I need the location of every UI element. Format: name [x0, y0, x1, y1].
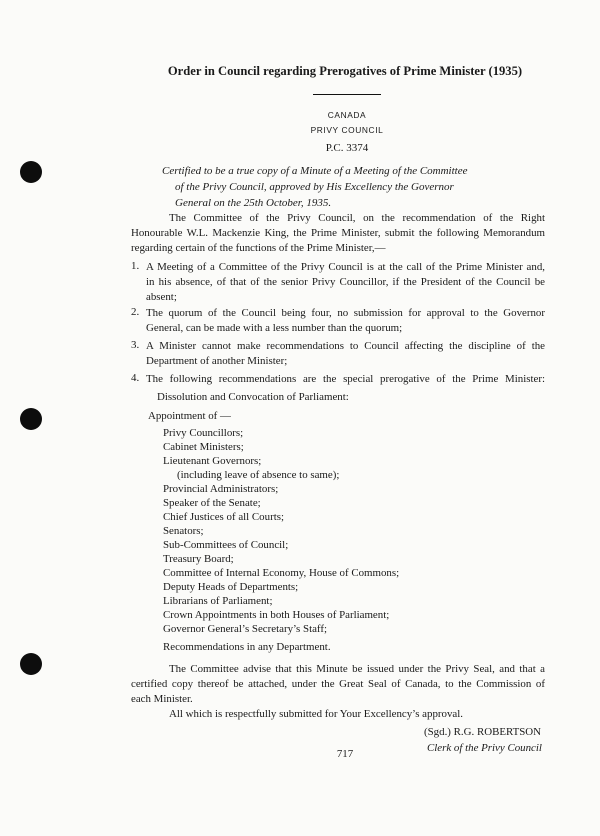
appointment-item: Privy Councillors;	[163, 427, 244, 439]
page-number: 717	[336, 748, 354, 760]
appointment-item: Committee of Internal Economy, House of Commons;	[163, 567, 400, 579]
item-4-number: 4.	[131, 372, 140, 384]
item-3-line-2: Department of another Minister;	[146, 355, 288, 367]
appointment-item: Speaker of the Senate;	[163, 497, 261, 509]
certification-line-2: of the Privy Council, approved by His Excellency the Governor	[175, 181, 454, 193]
header-council: PRIVY COUNCIL	[310, 125, 384, 135]
appointment-heading: Appointment of —	[148, 410, 231, 422]
appointment-item: Senators;	[163, 525, 204, 537]
document-title: Order in Council regarding Prerogatives of Prime Minister (1935)	[167, 64, 523, 78]
intro-line-2: Honourable W.L. Mackenzie King, the Prime Minister, submit the following Memorandum	[131, 227, 545, 239]
dissolution-line: Dissolution and Convocation of Parliament:	[157, 391, 349, 403]
item-1-line-3: absent;	[146, 291, 177, 303]
signature-role: Clerk of the Privy Council	[427, 742, 542, 754]
appointment-item: Provincial Administrators;	[163, 483, 279, 495]
signature-name: (Sgd.) R.G. ROBERTSON	[424, 726, 542, 738]
appointment-item: Governor General’s Secretary’s Staff;	[163, 623, 328, 635]
certification-line-3: General on the 25th October, 1935.	[175, 197, 332, 209]
title-rule	[313, 94, 381, 95]
header-country: CANADA	[327, 110, 367, 120]
certification-line-1: Certified to be a true copy of a Minute of a Meeting of the Committee	[162, 165, 468, 177]
intro-line-1: The Committee of the Privy Council, on the recommendation of the Right	[169, 212, 545, 224]
binder-hole-middle	[20, 408, 42, 430]
item-2-line-2: General, can be made with a less number than the quorum;	[146, 322, 403, 334]
closing-line-3: each Minister.	[131, 693, 193, 705]
appointment-item: Chief Justices of all Courts;	[163, 511, 284, 523]
recommendations-line: Recommendations in any Department.	[163, 641, 331, 653]
item-3-line-1: A Minister cannot make recommendations to Council affecting the discipline of the	[146, 340, 545, 352]
item-1-line-1: A Meeting of a Committee of the Privy Council is at the call of the Prime Minister and,	[146, 261, 545, 273]
appointment-item: Crown Appointments in both Houses of Parliament;	[163, 609, 390, 621]
intro-line-3: regarding certain of the functions of the Prime Minister,—	[131, 242, 386, 254]
binder-hole-top	[20, 161, 42, 183]
appointment-item: Deputy Heads of Departments;	[163, 581, 299, 593]
item-2-number: 2.	[131, 306, 140, 318]
binder-hole-bottom	[20, 653, 42, 675]
appointment-item: Librarians of Parliament;	[163, 595, 273, 607]
item-4-line-1: The following recommendations are the special prerogative of the Prime Minister:	[146, 373, 545, 385]
item-2-line-1: The quorum of the Council being four, no submission for approval to the Governor	[146, 307, 545, 319]
item-3-number: 3.	[131, 339, 140, 351]
closing-line-1: The Committee advise that this Minute be issued under the Privy Seal, and that a	[169, 663, 545, 675]
item-1-number: 1.	[131, 260, 140, 272]
appointment-item: Cabinet Ministers;	[163, 441, 244, 453]
appointment-item: Lieutenant Governors;	[163, 455, 262, 467]
appointment-item: Treasury Board;	[163, 553, 234, 565]
appointment-item: Sub-Committees of Council;	[163, 539, 289, 551]
closing-line-2: certified copy thereof be attached, under the Great Seal of Canada, to the Commission of	[131, 678, 545, 690]
order-reference: P.C. 3374	[325, 142, 369, 154]
appointment-item: (including leave of absence to same);	[177, 469, 340, 481]
item-1-line-2: in his absence, of that of the senior Privy Councillor, if the President of the Council be	[146, 276, 545, 288]
submission-line: All which is respectfully submitted for Your Excellency’s approval.	[169, 708, 463, 720]
